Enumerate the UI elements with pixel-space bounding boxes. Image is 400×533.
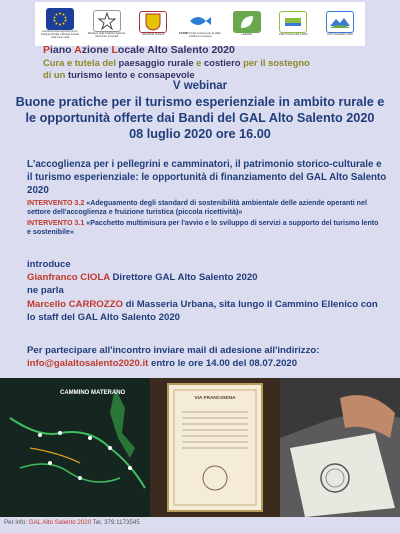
psr-caption: PSR PUGLIA 2014 2020 xyxy=(279,33,308,37)
gal-landscape-icon xyxy=(326,11,354,33)
eu-fondo-logo xyxy=(39,8,81,40)
footer-contact: Per info: GAL Alto Salento 2020 Tel. 379.1173545 xyxy=(4,519,140,526)
email-link[interactable]: info@galaltosalento2020.it xyxy=(27,358,149,369)
regione-logo xyxy=(132,11,174,37)
map-title: CAMMINO MATERANO xyxy=(60,390,126,396)
italian-emblem-icon xyxy=(93,10,121,32)
speaker-1-name: Gianfranco CIOLA xyxy=(27,272,110,283)
intervention-3-1: INTERVENTO 3.1 «Pacchetto multimisura per l'avvio e lo sviluppo di servizi a supporto del turismo lento e sostenibile» xyxy=(27,219,379,236)
cammino-map-photo xyxy=(0,378,150,517)
regione-puglia-shield-icon xyxy=(139,11,167,33)
psr-wheat-icon xyxy=(279,11,307,33)
fondo-caption: Fondo Europeo Agricolo per lo Sviluppo Rurale: l'Europa investe nelle zone rurali xyxy=(40,30,80,39)
psr-puglia-logo xyxy=(272,11,314,37)
feamp-fish-icon xyxy=(186,10,214,32)
leader-leaf-icon xyxy=(233,11,261,33)
intervention-3-2: INTERVENTO 3.2 «Adeguamento degli standard di sostenibilità ambientale delle aziende operanti nel settore dell'accoglienza e fruizione turistica (piccola ricettività)» xyxy=(27,199,367,216)
leader-caption: LEADER xyxy=(241,33,252,37)
gal-caption: ALTO SALENTO 2020 xyxy=(327,33,353,37)
credential-certificate-photo xyxy=(150,378,280,517)
feamp-caption: FEAMP Fondo europeo per gli affari marittimi e la pesca xyxy=(179,31,221,38)
partner-logos-bar xyxy=(35,2,365,46)
ministero-caption: Ministero delle Politiche Agricole, Alimentari, Forestali xyxy=(87,31,126,38)
intro-paragraph: L'accoglienza per i pellegrini e camminatori, il patrimonio storico-culturale e il turismo esperienziale: le opportunità di finanziamento del GAL Alto Salento 2020 xyxy=(27,159,387,196)
ministero-logo xyxy=(86,10,128,39)
pal-subtitle: Cura e tutela del paesaggio rurale e costiero per il sostegno di un turismo lento e consapevole xyxy=(43,57,310,80)
footer-org: GAL Alto Salento 2020 xyxy=(28,519,92,526)
photo-strip xyxy=(0,378,400,517)
speaker-2: Marcello CARROZZO di Masseria Urbana, sita lungo il Cammino Ellenico con lo staff del GAL Alto Salento 2020 xyxy=(27,299,378,323)
registration-info: Per partecipare all'incontro inviare mail di adesione all'indirizzo: info@galaltosalento2020.it entro le ore 14.00 del 08.07.2020 xyxy=(27,345,320,369)
webinar-date: 08 luglio 2020 ore 16.00 xyxy=(129,127,271,141)
gal-alto-salento-logo xyxy=(319,11,361,37)
speaker-2-name: Marcello CARROZZO xyxy=(27,299,123,310)
webinar-series: V webinar xyxy=(172,80,228,92)
pal-title: Piano Azione Locale Alto Salento 2020 xyxy=(43,44,235,56)
regione-caption: REGIONE PUGLIA xyxy=(142,33,165,37)
speaker-1: Gianfranco CIOLA Direttore GAL Alto Salento 2020 xyxy=(27,272,258,283)
footer-phone[interactable]: Tel. 379.1173545 xyxy=(91,519,140,526)
eu-flag-icon xyxy=(46,8,74,30)
leader-logo xyxy=(226,11,268,37)
ne-parla-label: ne parla xyxy=(27,285,64,296)
certificate-title: VIA FRANCIGENA xyxy=(194,396,236,401)
pilgrim-passport-photo xyxy=(280,378,400,517)
introduce-label: introduce xyxy=(27,259,71,270)
feamp-logo xyxy=(179,10,221,39)
webinar-title: Buone pratiche per il turismo esperienziale in ambito rurale e le opportunità offerte dai Bandi del GAL Alto Salento 2020 xyxy=(15,95,385,125)
